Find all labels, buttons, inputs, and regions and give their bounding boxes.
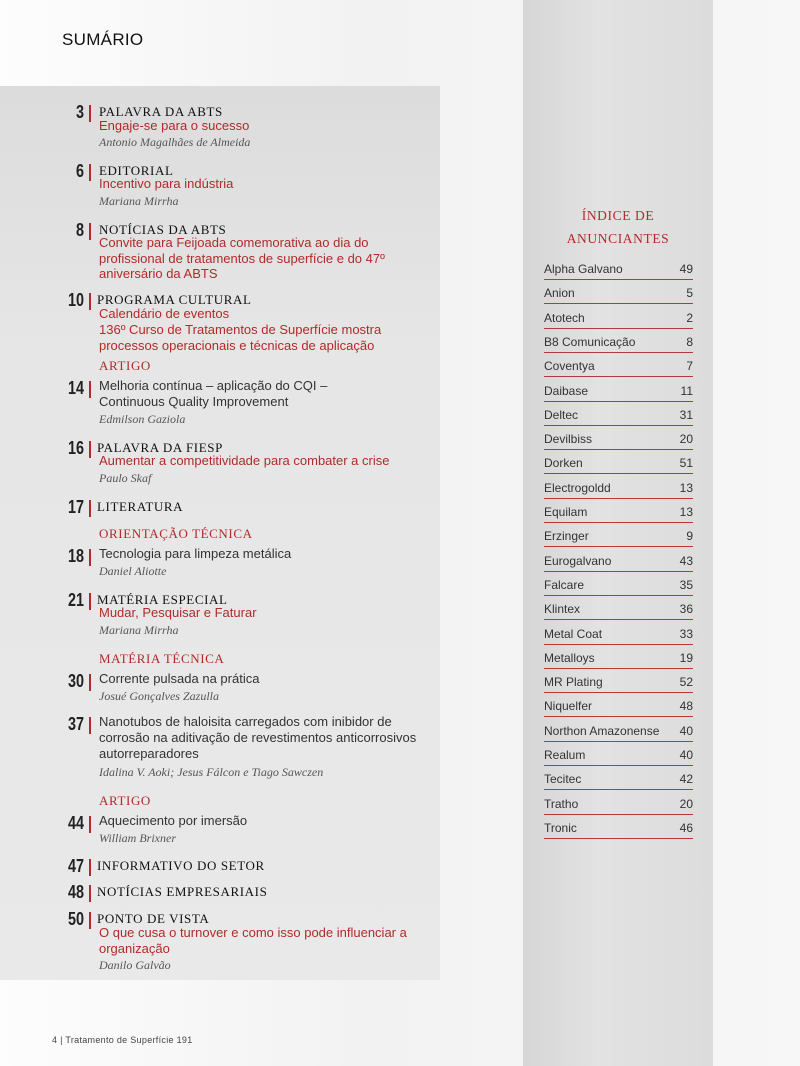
advertiser-page: 20 xyxy=(679,432,693,447)
section-heading: NOTÍCIAS DA ABTS xyxy=(99,222,227,237)
divider-bar xyxy=(89,105,91,122)
advertiser-row[interactable] xyxy=(544,821,693,839)
article-title: Aquecimento por imersão xyxy=(99,813,248,828)
advertiser-row[interactable] xyxy=(544,554,693,572)
article-title: Incentivo para indústria xyxy=(99,176,234,191)
divider-bar xyxy=(89,593,91,610)
advertiser-page: 52 xyxy=(679,675,693,690)
author: Mariana Mirrha xyxy=(99,623,179,637)
advertiser-row[interactable] xyxy=(544,772,693,790)
advertiser-name: Anion xyxy=(544,286,575,301)
article-title: Convite para Feijoada comemorativa ao dia do profissional de tratamentos de superfície e do 47º aniversário da ABTS xyxy=(99,235,385,281)
advertiser-page: 2 xyxy=(686,310,693,325)
section-lead: ARTIGO xyxy=(99,358,151,373)
page-number: 21 xyxy=(67,590,84,610)
advertiser-index-title xyxy=(543,204,693,250)
advertiser-row[interactable] xyxy=(544,505,693,523)
article-title: Calendário de eventos xyxy=(99,306,230,321)
divider-bar xyxy=(89,381,91,398)
section-heading: PALAVRA DA FIESP xyxy=(97,440,223,455)
divider-bar xyxy=(89,500,91,517)
advertiser-row[interactable] xyxy=(544,408,693,426)
divider-bar xyxy=(89,223,91,240)
advertiser-page: 48 xyxy=(679,699,693,714)
page-number: 14 xyxy=(67,378,84,398)
section-lead: ORIENTAÇÃO TÉCNICA xyxy=(99,526,253,541)
author: Josué Gonçalves Zazulla xyxy=(99,689,219,703)
divider-bar xyxy=(89,717,91,734)
advertiser-row[interactable] xyxy=(544,578,693,596)
advertiser-page: 13 xyxy=(679,480,693,495)
advertiser-page: 51 xyxy=(679,456,693,471)
page-number: 6 xyxy=(75,161,84,181)
advertiser-row[interactable] xyxy=(544,456,693,474)
advertiser-row[interactable] xyxy=(544,286,693,304)
advertiser-page: 40 xyxy=(679,748,693,762)
advertiser-name: Dorken xyxy=(544,456,583,471)
divider-bar xyxy=(89,816,91,833)
advertiser-row[interactable] xyxy=(544,797,693,815)
section-heading: PROGRAMA CULTURAL xyxy=(97,292,252,307)
section-lead: MATÉRIA TÉCNICA xyxy=(99,651,225,666)
page-number: 30 xyxy=(67,671,84,691)
advertiser-name: Falcare xyxy=(544,577,585,592)
divider-bar xyxy=(89,859,91,876)
advertiser-page: 11 xyxy=(680,383,693,398)
article-title: Engaje-se para o sucesso xyxy=(99,118,250,133)
advertiser-row[interactable] xyxy=(544,627,693,645)
article-title: Nanotubos de haloisita carregados com inibidor de corrosão na aditivação de revestimentos anticorrosivos autorreparadores xyxy=(99,714,417,761)
article-title: Aumentar a competitividade para combater a crise xyxy=(99,453,390,468)
advertiser-row[interactable] xyxy=(544,311,693,329)
page-number: 8 xyxy=(75,220,84,240)
advertiser-name: Tronic xyxy=(544,820,577,835)
page-number: 44 xyxy=(67,813,84,833)
advertiser-page: 31 xyxy=(679,407,693,422)
advertiser-name: Niquelfer xyxy=(544,699,593,714)
page-number: 16 xyxy=(67,438,84,458)
index-title-line2: ANUNCIANTES xyxy=(566,231,670,246)
index-title-line1: ÍNDICE DE xyxy=(581,208,655,223)
advertiser-name: Eurogalvano xyxy=(544,553,612,568)
advertiser-row[interactable] xyxy=(544,675,693,693)
section-heading: LITERATURA xyxy=(97,499,184,514)
advertiser-page: 46 xyxy=(679,820,693,835)
advertiser-row[interactable] xyxy=(544,699,693,717)
author: Paulo Skaf xyxy=(99,471,152,485)
section-heading: MATÉRIA ESPECIAL xyxy=(97,592,228,607)
advertiser-name: Tecitec xyxy=(544,772,582,787)
advertiser-row[interactable] xyxy=(544,432,693,450)
divider-bar xyxy=(89,549,91,566)
advertiser-page: 42 xyxy=(679,772,693,787)
author: Danilo Galvão xyxy=(99,958,171,972)
section-heading: PALAVRA DA ABTS xyxy=(99,104,223,119)
author: William Brixner xyxy=(99,831,176,845)
advertiser-page: 19 xyxy=(679,650,693,665)
section-heading: PONTO DE VISTA xyxy=(97,911,210,926)
author: Idalina V. Aoki; Jesus Fálcon e Tiago Sawczen xyxy=(99,765,324,779)
page-number: 3 xyxy=(75,102,84,122)
advertiser-page: 8 xyxy=(686,334,693,349)
advertiser-name: Coventya xyxy=(544,359,595,374)
page-number: 50 xyxy=(67,909,84,929)
advertiser-name: Metalloys xyxy=(544,650,595,665)
advertiser-name: Atotech xyxy=(544,310,585,325)
page-number: 18 xyxy=(67,546,84,566)
advertiser-row[interactable] xyxy=(544,481,693,499)
divider-bar xyxy=(89,885,91,902)
advertiser-row[interactable] xyxy=(544,748,693,766)
advertiser-name: MR Plating xyxy=(544,675,603,690)
advertiser-row[interactable] xyxy=(544,335,693,353)
divider-bar xyxy=(89,164,91,181)
page-title: SUMÁRIO xyxy=(62,30,144,49)
advertiser-page: 40 xyxy=(679,723,693,738)
page-footer: 4 | Tratamento de Superfície 191 xyxy=(52,1035,193,1045)
section-heading: EDITORIAL xyxy=(99,163,174,178)
advertiser-name: Metal Coat xyxy=(544,626,603,641)
advertiser-name: Klintex xyxy=(544,602,581,617)
divider-bar xyxy=(89,674,91,691)
page-number: 17 xyxy=(67,497,84,517)
article-title: Corrente pulsada na prática xyxy=(99,671,260,686)
advertiser-page: 35 xyxy=(679,577,693,592)
advertiser-page: 49 xyxy=(679,262,693,276)
advertiser-page: 7 xyxy=(686,359,693,374)
advertiser-page: 13 xyxy=(679,505,693,519)
advertiser-row[interactable] xyxy=(544,724,693,742)
advertiser-row[interactable] xyxy=(544,262,693,280)
section-heading: NOTÍCIAS EMPRESARIAIS xyxy=(97,884,268,899)
advertiser-row[interactable] xyxy=(544,359,693,377)
advertiser-name: Deltec xyxy=(544,407,579,422)
advertiser-page: 20 xyxy=(679,796,693,811)
author: Antonio Magalhães de Almeida xyxy=(99,135,251,149)
divider-bar xyxy=(89,441,91,458)
page-number: 37 xyxy=(67,714,84,734)
advertiser-name: Tratho xyxy=(544,796,579,811)
advertiser-name: Alpha Galvano xyxy=(544,262,623,276)
author: Daniel Aliotte xyxy=(99,564,167,578)
advertiser-name: Realum xyxy=(544,748,586,762)
advertiser-name: Erzinger xyxy=(544,529,589,544)
advertiser-page: 43 xyxy=(679,553,693,568)
advertiser-row[interactable] xyxy=(544,602,693,620)
divider-bar xyxy=(89,293,91,310)
advertiser-name: B8 Comunicação xyxy=(544,334,636,349)
advertiser-row[interactable] xyxy=(544,384,693,402)
article-title: O que cusa o turnover e como isso pode influenciar a organização xyxy=(99,925,407,956)
advertiser-row[interactable] xyxy=(544,651,693,669)
advertiser-name: Devilbiss xyxy=(544,432,593,447)
advertiser-name: Northon Amazonense xyxy=(544,723,660,738)
page-number: 48 xyxy=(67,882,84,902)
author: Mariana Mirrha xyxy=(99,194,179,208)
advertiser-page: 36 xyxy=(679,602,693,617)
article-title: Tecnologia para limpeza metálica xyxy=(99,546,292,561)
advertiser-name: Daibase xyxy=(544,383,589,398)
article-title: Mudar, Pesquisar e Faturar xyxy=(99,605,257,620)
page-number: 47 xyxy=(67,856,84,876)
advertiser-row[interactable] xyxy=(544,529,693,547)
article-title: 136º Curso de Tratamentos de Superfície mostra processos operacionais e técnicas de aplicação xyxy=(99,322,382,353)
author: Edmilson Gaziola xyxy=(99,412,186,426)
advertiser-page: 33 xyxy=(679,626,693,641)
advertiser-page: 5 xyxy=(686,286,693,301)
article-title: Melhoria contínua – aplicação do CQI – Continuous Quality Improvement xyxy=(99,378,328,409)
advertiser-page: 9 xyxy=(686,529,693,544)
advertiser-name: Equilam xyxy=(544,505,588,519)
divider-bar xyxy=(89,912,91,929)
advertiser-name: Electrogoldd xyxy=(544,480,611,495)
page-number: 10 xyxy=(67,290,84,310)
section-lead: ARTIGO xyxy=(99,793,151,808)
section-heading: INFORMATIVO DO SETOR xyxy=(97,858,265,873)
